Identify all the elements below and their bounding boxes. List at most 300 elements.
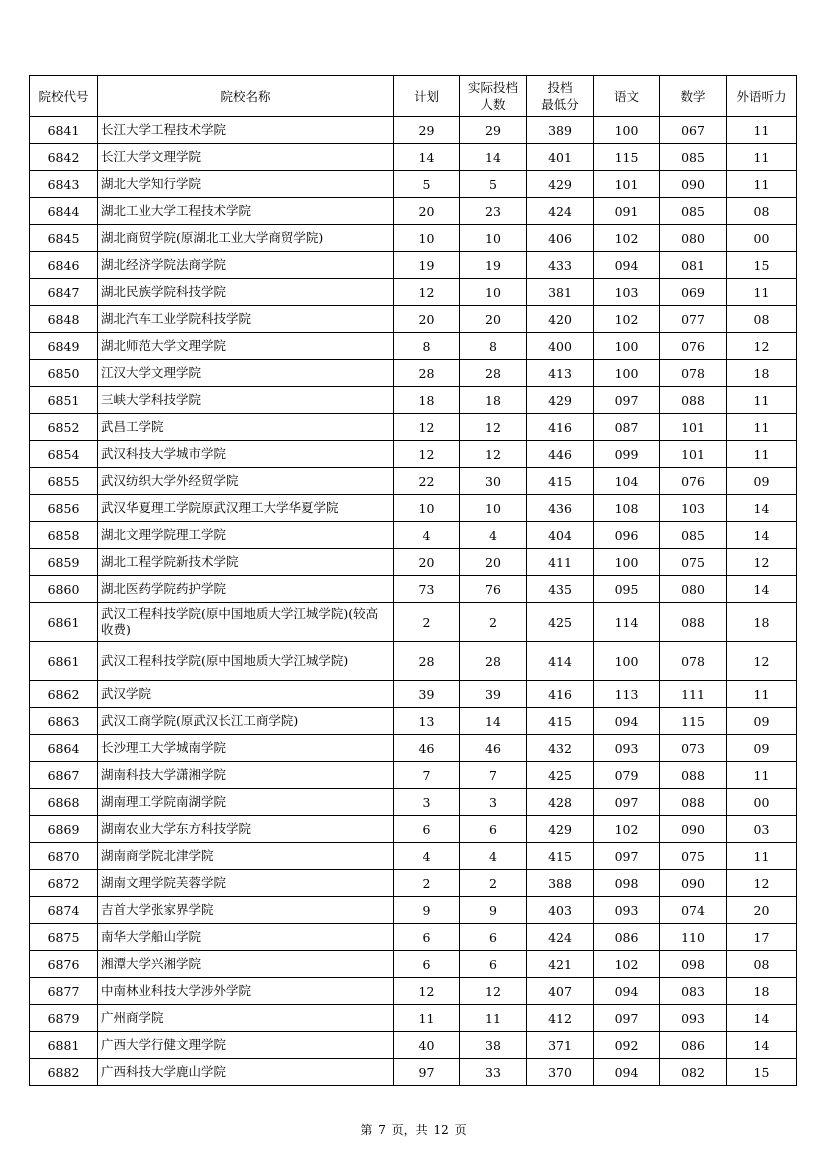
- cell-min-score: 424: [527, 924, 594, 951]
- cell-plan: 4: [394, 843, 460, 870]
- cell-listening: 11: [727, 144, 797, 171]
- cell-listening: 09: [727, 468, 797, 495]
- table-row: [30, 681, 797, 708]
- cell-chinese: 104: [594, 468, 660, 495]
- cell-math: 103: [660, 495, 727, 522]
- cell-plan: 20: [394, 306, 460, 333]
- cell-plan: 10: [394, 495, 460, 522]
- table-body: [30, 117, 797, 1086]
- cell-math: 083: [660, 978, 727, 1005]
- cell-code: 6876: [30, 951, 98, 978]
- table-row: [30, 333, 797, 360]
- cell-actual: 6: [460, 816, 527, 843]
- cell-chinese: 097: [594, 789, 660, 816]
- cell-min-score: 425: [527, 762, 594, 789]
- cell-name: 广州商学院: [98, 1005, 394, 1032]
- cell-listening: 18: [727, 603, 797, 642]
- cell-code: 6841: [30, 117, 98, 144]
- cell-name: 湖北民族学院科技学院: [98, 279, 394, 306]
- cell-code: 6877: [30, 978, 98, 1005]
- cell-chinese: 097: [594, 843, 660, 870]
- header-math: 数学: [660, 76, 727, 117]
- table-row: [30, 1005, 797, 1032]
- cell-plan: 6: [394, 924, 460, 951]
- cell-name: 湖北工业大学工程技术学院: [98, 198, 394, 225]
- cell-listening: 08: [727, 198, 797, 225]
- cell-plan: 7: [394, 762, 460, 789]
- cell-plan: 19: [394, 252, 460, 279]
- cell-code: 6851: [30, 387, 98, 414]
- cell-math: 088: [660, 762, 727, 789]
- header-actual-line1: 实际投档: [467, 80, 518, 95]
- cell-min-score: 446: [527, 441, 594, 468]
- cell-min-score: 425: [527, 603, 594, 642]
- cell-chinese: 102: [594, 225, 660, 252]
- table-header-row: [30, 76, 797, 117]
- cell-chinese: 101: [594, 171, 660, 198]
- cell-actual: 39: [460, 681, 527, 708]
- cell-actual: 38: [460, 1032, 527, 1059]
- cell-math: 080: [660, 225, 727, 252]
- table-row: [30, 252, 797, 279]
- cell-chinese: 092: [594, 1032, 660, 1059]
- cell-name: 武汉科技大学城市学院: [98, 441, 394, 468]
- header-listening: 外语听力: [727, 76, 797, 117]
- cell-name: 武汉纺织大学外经贸学院: [98, 468, 394, 495]
- cell-plan: 13: [394, 708, 460, 735]
- cell-name: 湖北汽车工业学院科技学院: [98, 306, 394, 333]
- cell-min-score: 401: [527, 144, 594, 171]
- header-min-line1: 投档: [547, 80, 573, 95]
- cell-chinese: 096: [594, 522, 660, 549]
- cell-min-score: 413: [527, 360, 594, 387]
- cell-listening: 14: [727, 522, 797, 549]
- cell-listening: 18: [727, 360, 797, 387]
- cell-plan: 9: [394, 897, 460, 924]
- cell-listening: 12: [727, 333, 797, 360]
- cell-actual: 14: [460, 144, 527, 171]
- cell-chinese: 094: [594, 252, 660, 279]
- cell-chinese: 087: [594, 414, 660, 441]
- cell-name: 武汉学院: [98, 681, 394, 708]
- cell-name: 武汉华夏理工学院原武汉理工大学华夏学院: [98, 495, 394, 522]
- cell-actual: 28: [460, 642, 527, 681]
- cell-actual: 9: [460, 897, 527, 924]
- cell-name: 湖南农业大学东方科技学院: [98, 816, 394, 843]
- table-row: [30, 642, 797, 681]
- cell-actual: 10: [460, 279, 527, 306]
- cell-code: 6843: [30, 171, 98, 198]
- cell-listening: 00: [727, 789, 797, 816]
- cell-name: 湖南理工学院南湖学院: [98, 789, 394, 816]
- header-code: 院校代号: [30, 76, 98, 117]
- cell-listening: 14: [727, 1005, 797, 1032]
- cell-chinese: 091: [594, 198, 660, 225]
- cell-chinese: 093: [594, 897, 660, 924]
- cell-min-score: 406: [527, 225, 594, 252]
- cell-chinese: 100: [594, 360, 660, 387]
- cell-chinese: 113: [594, 681, 660, 708]
- cell-actual: 6: [460, 951, 527, 978]
- cell-actual: 46: [460, 735, 527, 762]
- cell-code: 6849: [30, 333, 98, 360]
- table-row: [30, 306, 797, 333]
- cell-actual: 20: [460, 306, 527, 333]
- cell-name: 三峡大学科技学院: [98, 387, 394, 414]
- cell-plan: 12: [394, 441, 460, 468]
- cell-math: 093: [660, 1005, 727, 1032]
- cell-chinese: 086: [594, 924, 660, 951]
- cell-listening: 11: [727, 279, 797, 306]
- table-row: [30, 708, 797, 735]
- cell-min-score: 436: [527, 495, 594, 522]
- cell-math: 074: [660, 897, 727, 924]
- cell-name: 武昌工学院: [98, 414, 394, 441]
- cell-listening: 11: [727, 117, 797, 144]
- table-row: [30, 549, 797, 576]
- table-row: [30, 816, 797, 843]
- cell-code: 6863: [30, 708, 98, 735]
- table-row: [30, 441, 797, 468]
- cell-actual: 12: [460, 441, 527, 468]
- cell-code: 6850: [30, 360, 98, 387]
- cell-plan: 5: [394, 171, 460, 198]
- cell-min-score: 415: [527, 843, 594, 870]
- cell-math: 085: [660, 144, 727, 171]
- table-row: [30, 198, 797, 225]
- table-row: [30, 576, 797, 603]
- cell-chinese: 079: [594, 762, 660, 789]
- cell-chinese: 103: [594, 279, 660, 306]
- table-row: [30, 870, 797, 897]
- cell-plan: 12: [394, 414, 460, 441]
- cell-chinese: 115: [594, 144, 660, 171]
- cell-listening: 08: [727, 951, 797, 978]
- cell-chinese: 097: [594, 387, 660, 414]
- cell-listening: 12: [727, 870, 797, 897]
- table-row: [30, 144, 797, 171]
- cell-code: 6859: [30, 549, 98, 576]
- cell-listening: 11: [727, 441, 797, 468]
- cell-name: 南华大学船山学院: [98, 924, 394, 951]
- cell-plan: 28: [394, 360, 460, 387]
- cell-listening: 20: [727, 897, 797, 924]
- cell-name: 湘潭大学兴湘学院: [98, 951, 394, 978]
- table-row: [30, 735, 797, 762]
- cell-code: 6848: [30, 306, 98, 333]
- cell-plan: 40: [394, 1032, 460, 1059]
- cell-chinese: 102: [594, 816, 660, 843]
- table-row: [30, 117, 797, 144]
- cell-math: 085: [660, 198, 727, 225]
- cell-plan: 97: [394, 1059, 460, 1086]
- cell-plan: 28: [394, 642, 460, 681]
- cell-actual: 20: [460, 549, 527, 576]
- cell-min-score: 416: [527, 414, 594, 441]
- cell-name: 武汉工商学院(原武汉长江工商学院): [98, 708, 394, 735]
- cell-name: 湖北商贸学院(原湖北工业大学商贸学院): [98, 225, 394, 252]
- cell-code: 6862: [30, 681, 98, 708]
- cell-actual: 14: [460, 708, 527, 735]
- table-row: [30, 1059, 797, 1086]
- cell-chinese: 095: [594, 576, 660, 603]
- cell-plan: 4: [394, 522, 460, 549]
- cell-listening: 14: [727, 576, 797, 603]
- cell-name: 长江大学文理学院: [98, 144, 394, 171]
- cell-code: 6881: [30, 1032, 98, 1059]
- cell-chinese: 102: [594, 306, 660, 333]
- cell-math: 088: [660, 789, 727, 816]
- cell-code: 6872: [30, 870, 98, 897]
- cell-listening: 08: [727, 306, 797, 333]
- cell-math: 075: [660, 549, 727, 576]
- cell-actual: 2: [460, 870, 527, 897]
- cell-listening: 00: [727, 225, 797, 252]
- cell-actual: 6: [460, 924, 527, 951]
- cell-name: 湖北医药学院药护学院: [98, 576, 394, 603]
- cell-math: 078: [660, 360, 727, 387]
- cell-actual: 5: [460, 171, 527, 198]
- cell-actual: 28: [460, 360, 527, 387]
- cell-code: 6870: [30, 843, 98, 870]
- table-row: [30, 387, 797, 414]
- cell-math: 088: [660, 387, 727, 414]
- cell-chinese: 099: [594, 441, 660, 468]
- cell-actual: 10: [460, 225, 527, 252]
- table-row: [30, 789, 797, 816]
- cell-min-score: 415: [527, 708, 594, 735]
- cell-actual: 12: [460, 414, 527, 441]
- cell-plan: 29: [394, 117, 460, 144]
- cell-math: 076: [660, 333, 727, 360]
- cell-chinese: 094: [594, 1059, 660, 1086]
- cell-code: 6844: [30, 198, 98, 225]
- cell-code: 6874: [30, 897, 98, 924]
- cell-math: 101: [660, 441, 727, 468]
- cell-chinese: 102: [594, 951, 660, 978]
- cell-plan: 10: [394, 225, 460, 252]
- table-row: [30, 360, 797, 387]
- cell-name: 吉首大学张家界学院: [98, 897, 394, 924]
- cell-math: 080: [660, 576, 727, 603]
- cell-actual: 4: [460, 843, 527, 870]
- cell-plan: 11: [394, 1005, 460, 1032]
- cell-listening: 14: [727, 495, 797, 522]
- cell-plan: 20: [394, 549, 460, 576]
- page-footer: 第 7 页，共 12 页: [360, 1123, 467, 1137]
- cell-math: 110: [660, 924, 727, 951]
- table-row: [30, 468, 797, 495]
- cell-plan: 22: [394, 468, 460, 495]
- cell-min-score: 389: [527, 117, 594, 144]
- table-row: [30, 522, 797, 549]
- cell-math: 075: [660, 843, 727, 870]
- cell-plan: 12: [394, 978, 460, 1005]
- cell-name: 湖南文理学院芙蓉学院: [98, 870, 394, 897]
- cell-name: 湖北师范大学文理学院: [98, 333, 394, 360]
- cell-math: 085: [660, 522, 727, 549]
- cell-name: 武汉工程科技学院(原中国地质大学江城学院): [98, 642, 394, 681]
- table-row: [30, 951, 797, 978]
- cell-code: 6854: [30, 441, 98, 468]
- table-row: [30, 171, 797, 198]
- cell-plan: 46: [394, 735, 460, 762]
- cell-min-score: 414: [527, 642, 594, 681]
- cell-plan: 2: [394, 603, 460, 642]
- cell-plan: 3: [394, 789, 460, 816]
- cell-name: 湖南商学院北津学院: [98, 843, 394, 870]
- cell-min-score: 421: [527, 951, 594, 978]
- cell-actual: 4: [460, 522, 527, 549]
- cell-min-score: 433: [527, 252, 594, 279]
- cell-code: 6855: [30, 468, 98, 495]
- header-min-score: [527, 76, 594, 117]
- admissions-table: [29, 75, 797, 1086]
- cell-name: 湖北工程学院新技术学院: [98, 549, 394, 576]
- cell-math: 090: [660, 171, 727, 198]
- table-row: [30, 225, 797, 252]
- cell-listening: 15: [727, 1059, 797, 1086]
- cell-name: 湖北大学知行学院: [98, 171, 394, 198]
- cell-chinese: 100: [594, 333, 660, 360]
- cell-listening: 11: [727, 387, 797, 414]
- table-row: [30, 762, 797, 789]
- cell-min-score: 424: [527, 198, 594, 225]
- cell-listening: 11: [727, 843, 797, 870]
- cell-min-score: 411: [527, 549, 594, 576]
- cell-code: 6882: [30, 1059, 98, 1086]
- table-row: [30, 978, 797, 1005]
- cell-listening: 14: [727, 1032, 797, 1059]
- table-row: [30, 924, 797, 951]
- cell-code: 6879: [30, 1005, 98, 1032]
- cell-name: 湖北文理学院理工学院: [98, 522, 394, 549]
- cell-math: 077: [660, 306, 727, 333]
- cell-listening: 18: [727, 978, 797, 1005]
- cell-chinese: 097: [594, 1005, 660, 1032]
- cell-plan: 20: [394, 198, 460, 225]
- cell-actual: 19: [460, 252, 527, 279]
- header-plan: 计划: [394, 76, 460, 117]
- cell-plan: 14: [394, 144, 460, 171]
- cell-math: 098: [660, 951, 727, 978]
- cell-min-score: 407: [527, 978, 594, 1005]
- cell-code: 6869: [30, 816, 98, 843]
- cell-chinese: 100: [594, 549, 660, 576]
- cell-plan: 2: [394, 870, 460, 897]
- cell-name: 长江大学工程技术学院: [98, 117, 394, 144]
- cell-math: 082: [660, 1059, 727, 1086]
- cell-chinese: 108: [594, 495, 660, 522]
- cell-chinese: 114: [594, 603, 660, 642]
- cell-math: 090: [660, 870, 727, 897]
- cell-listening: 11: [727, 762, 797, 789]
- cell-actual: 7: [460, 762, 527, 789]
- cell-plan: 73: [394, 576, 460, 603]
- header-actual-line2: 人数: [480, 97, 506, 112]
- cell-math: 086: [660, 1032, 727, 1059]
- table-row: [30, 603, 797, 642]
- cell-min-score: 381: [527, 279, 594, 306]
- cell-min-score: 429: [527, 816, 594, 843]
- cell-actual: 2: [460, 603, 527, 642]
- cell-min-score: 432: [527, 735, 594, 762]
- cell-name: 广西大学行健文理学院: [98, 1032, 394, 1059]
- cell-chinese: 094: [594, 708, 660, 735]
- cell-min-score: 403: [527, 897, 594, 924]
- cell-code: 6846: [30, 252, 98, 279]
- cell-chinese: 093: [594, 735, 660, 762]
- cell-chinese: 100: [594, 117, 660, 144]
- cell-code: 6856: [30, 495, 98, 522]
- cell-code: 6875: [30, 924, 98, 951]
- cell-min-score: 404: [527, 522, 594, 549]
- table-row: [30, 495, 797, 522]
- cell-code: 6868: [30, 789, 98, 816]
- cell-math: 078: [660, 642, 727, 681]
- cell-min-score: 435: [527, 576, 594, 603]
- table-row: [30, 279, 797, 306]
- cell-name: 武汉工程科技学院(原中国地质大学江城学院)(较高收费): [98, 603, 394, 642]
- cell-code: 6861: [30, 603, 98, 642]
- cell-listening: 11: [727, 171, 797, 198]
- cell-code: 6858: [30, 522, 98, 549]
- cell-math: 090: [660, 816, 727, 843]
- cell-min-score: 400: [527, 333, 594, 360]
- cell-code: 6867: [30, 762, 98, 789]
- cell-min-score: 420: [527, 306, 594, 333]
- cell-math: 067: [660, 117, 727, 144]
- cell-min-score: 428: [527, 789, 594, 816]
- table-row: [30, 843, 797, 870]
- cell-chinese: 094: [594, 978, 660, 1005]
- cell-name: 湖南科技大学潇湘学院: [98, 762, 394, 789]
- cell-plan: 6: [394, 816, 460, 843]
- cell-code: 6845: [30, 225, 98, 252]
- cell-listening: 11: [727, 414, 797, 441]
- header-name: 院校名称: [98, 76, 394, 117]
- header-actual: [460, 76, 527, 117]
- cell-actual: 10: [460, 495, 527, 522]
- cell-math: 111: [660, 681, 727, 708]
- cell-min-score: 371: [527, 1032, 594, 1059]
- cell-actual: 33: [460, 1059, 527, 1086]
- cell-min-score: 388: [527, 870, 594, 897]
- cell-math: 101: [660, 414, 727, 441]
- cell-code: 6847: [30, 279, 98, 306]
- cell-min-score: 429: [527, 387, 594, 414]
- cell-name: 湖北经济学院法商学院: [98, 252, 394, 279]
- cell-plan: 8: [394, 333, 460, 360]
- cell-listening: 12: [727, 549, 797, 576]
- cell-code: 6864: [30, 735, 98, 762]
- header-min-line2: 最低分: [541, 97, 579, 112]
- cell-name: 长沙理工大学城南学院: [98, 735, 394, 762]
- cell-actual: 76: [460, 576, 527, 603]
- table-row: [30, 1032, 797, 1059]
- cell-listening: 09: [727, 708, 797, 735]
- header-chinese: 语文: [594, 76, 660, 117]
- cell-actual: 3: [460, 789, 527, 816]
- cell-actual: 23: [460, 198, 527, 225]
- cell-listening: 11: [727, 681, 797, 708]
- cell-math: 115: [660, 708, 727, 735]
- cell-code: 6842: [30, 144, 98, 171]
- cell-listening: 03: [727, 816, 797, 843]
- cell-listening: 12: [727, 642, 797, 681]
- cell-math: 088: [660, 603, 727, 642]
- cell-code: 6860: [30, 576, 98, 603]
